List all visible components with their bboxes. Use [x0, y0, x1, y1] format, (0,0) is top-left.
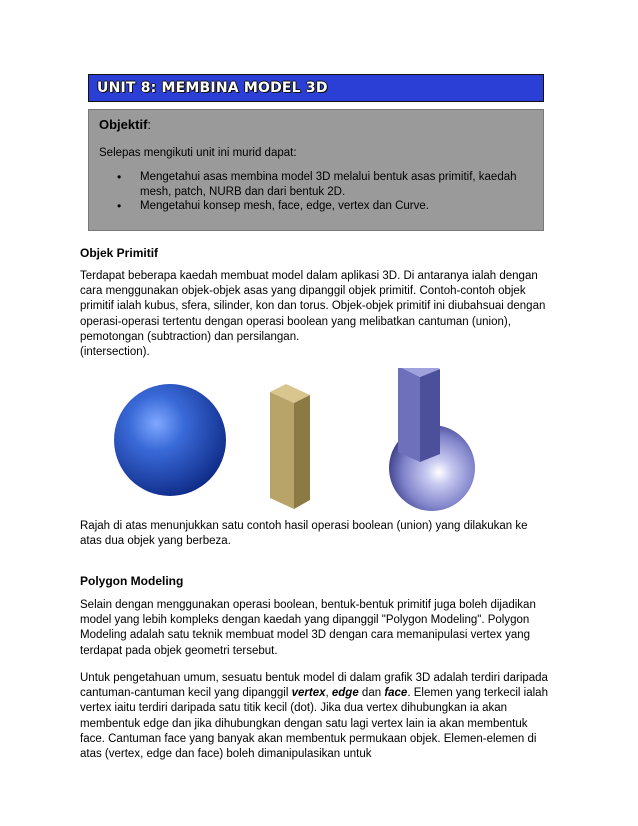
objektif-list — [117, 170, 527, 214]
term-edge: edge — [331, 687, 359, 700]
objektif-intro: Selepas mengikuti unit ini murid dapat: — [99, 147, 297, 159]
objektif-heading-text: Objektif — [99, 117, 148, 132]
paragraph-polygon-2 — [80, 671, 550, 762]
term-face: face — [384, 687, 408, 700]
list-item-text: Mengetahui konsep mesh, face, edge, vertex dan Curve. — [140, 200, 429, 212]
union-shape — [389, 368, 475, 511]
objektif-heading — [99, 117, 151, 132]
box-shape — [270, 384, 310, 509]
term-vertex: vertex — [291, 687, 326, 700]
paragraph-text: Terdapat beberapa kaedah membuat model dalam aplikasi 3D. Di antaranya ialah dengan cara menggunakan objek-objek asas yang dipanggil objek primitif. Contoh-contoh objek primitif ialah kubus, sfera, silinder, kon dan torus. Objek-objek primitif ini diubahsuai dengan operasi-operasi tertentu dengan operasi boolean yang melibatkan cantuman (union), pemotongan (subtraction) dan persilangan. — [80, 270, 546, 343]
paragraph-text: , — [325, 687, 332, 700]
paragraph-text: . Elemen yang terkecil ialah vertex iaitu terdiri daripada satu titik kecil (dot). Jika dua vertex dihubungkan ia akan membentuk edge dan jika dihubungkan dengan satu lagi vertex lain ia akan membentuk face. Cantuman face yang banyak akan membentuk permukaan objek. Elemen-elemen di atas (vertex, edge dan face) boleh dimanipulasikan untuk — [80, 687, 548, 761]
bullet-icon: • — [117, 199, 122, 213]
list-item — [117, 170, 527, 199]
list-item — [117, 199, 527, 214]
paragraph-tail: (intersection). — [80, 346, 150, 359]
paragraph-text: dan — [358, 687, 385, 700]
bullet-icon: • — [117, 170, 122, 184]
list-item-text: Mengetahui asas membina model 3D melalui bentuk asas primitif, kaedah mesh, patch, NURB dan dari bentuk 2D. — [140, 171, 517, 198]
figure-caption: Rajah di atas menunjukkan satu contoh hasil operasi boolean (union) yang dilakukan ke atas dua objek yang berbeza. — [80, 520, 528, 548]
paragraph-polygon-1: Selain dengan menggunakan operasi boolean, bentuk-bentuk primitif juga boleh dijadikan model yang lebih kompleks dengan kaedah yang dipanggil "Polygon Modeling". Polygon Modeling adalah satu teknik membuat model 3D dengan cara memanipulasi vertex yang terdapat pada objek geometri tersebut. — [80, 599, 536, 657]
paragraph-text: Untuk pengetahuan umum, sesuatu bentuk model di dalam grafik 3D adalah terdiri daripada cantuman-cantuman kecil yang dipanggil — [80, 672, 548, 700]
unit-banner — [88, 74, 544, 102]
objektif-colon: : — [147, 117, 152, 132]
boolean-figure — [80, 368, 550, 513]
objektif-box — [88, 109, 544, 231]
heading-polygon-modeling: Polygon Modeling — [80, 574, 184, 588]
heading-objek-primitif: Objek Primitif — [80, 246, 159, 260]
paragraph-objek-primitif — [80, 269, 550, 360]
sphere-shape — [114, 384, 226, 496]
unit-title: UNIT 8: MEMBINA MODEL 3D — [97, 80, 328, 96]
